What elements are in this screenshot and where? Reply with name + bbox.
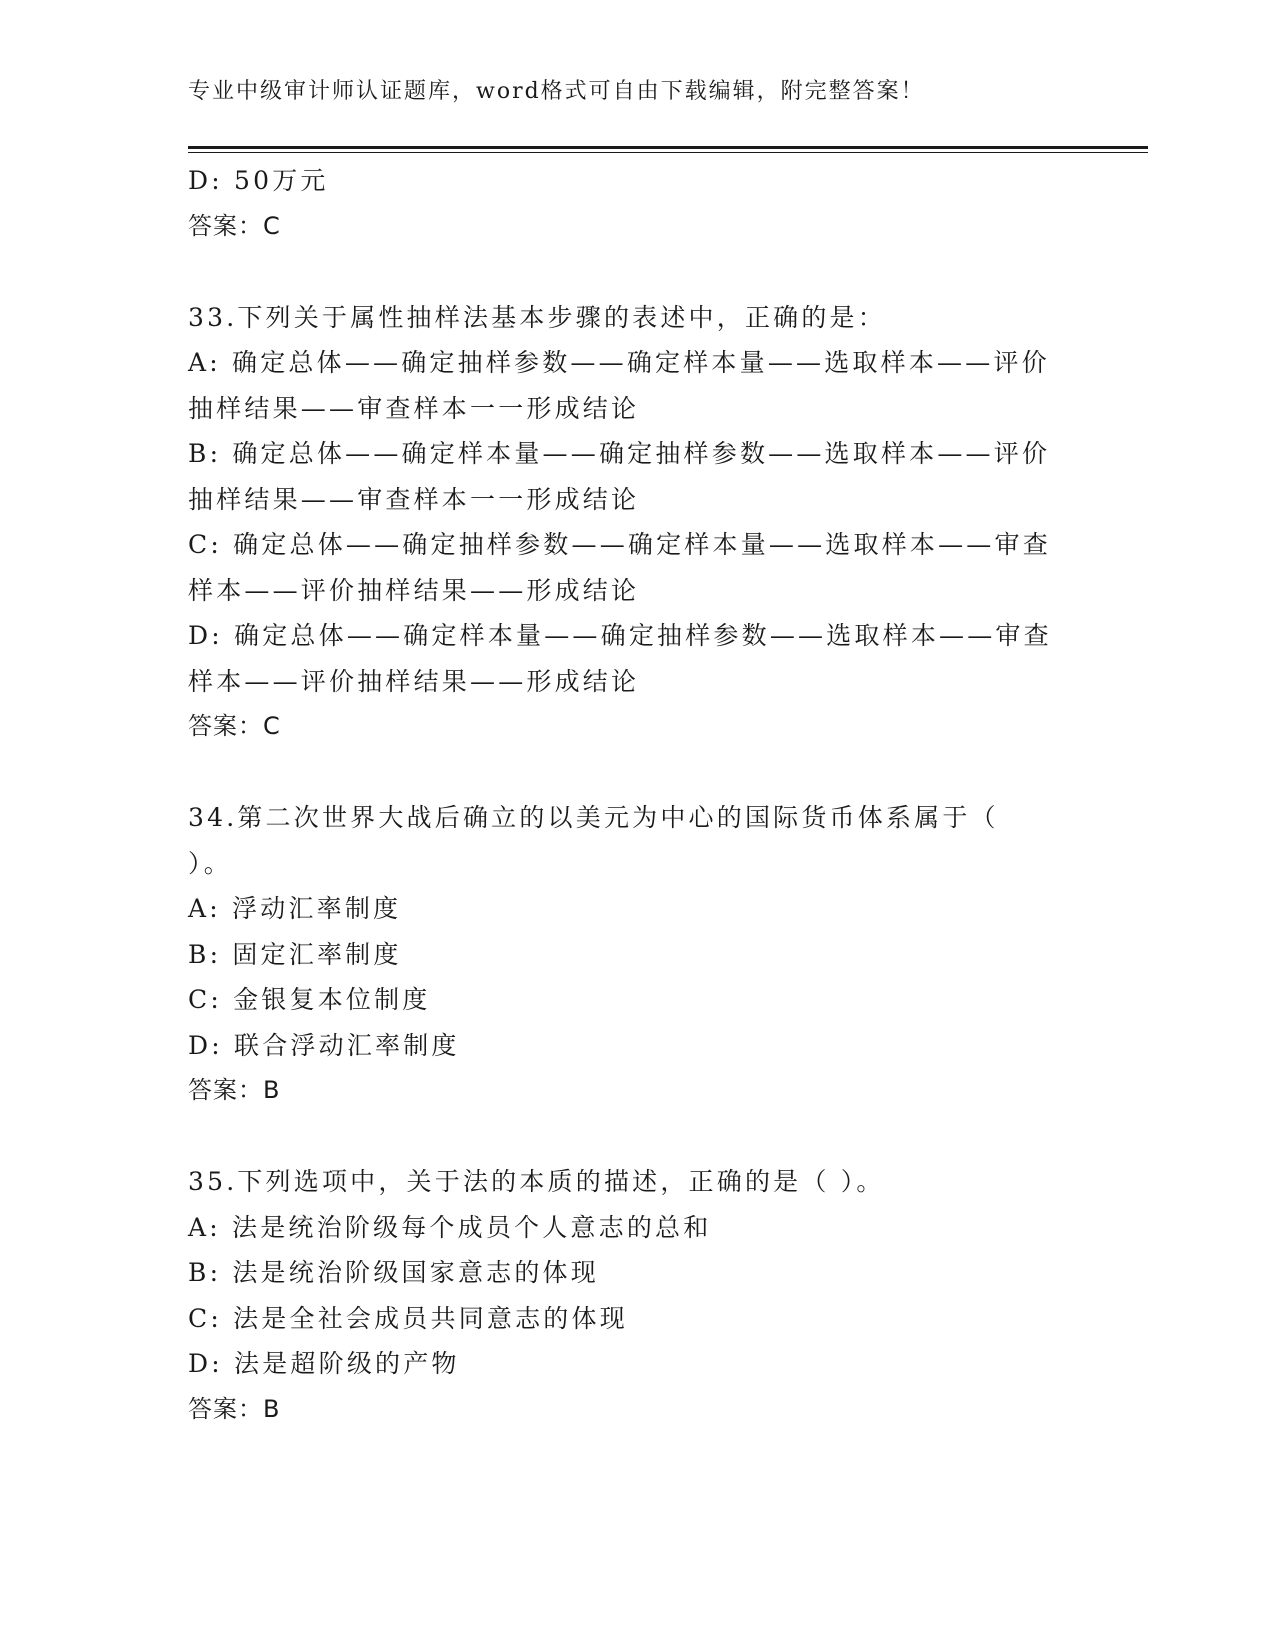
spacer xyxy=(188,1114,1068,1160)
option-c: C: 金银复本位制度 xyxy=(188,985,431,1014)
option-b: B: 固定汇率制度 xyxy=(188,939,402,969)
question-stem: 33.下列关于属性抽样法基本步骤的表述中，正确的是： xyxy=(188,302,886,332)
question-stem: 35.下列选项中，关于法的本质的描述，正确的是（ ）。 xyxy=(188,1167,885,1196)
option-c: C: 法是全社会成员共同意志的体现 xyxy=(188,1303,628,1333)
header-note: 专业中级审计师认证题库，word格式可自由下载编辑，附完整答案！ xyxy=(188,79,925,104)
option-d-continued: 样本——评价抽样结果——形成结论 xyxy=(188,666,640,696)
option-d: D: 法是超阶级的产物 xyxy=(188,1349,460,1378)
answer-line: 答案：C xyxy=(188,211,281,240)
option-b: B: 法是统治阶级国家意志的体现 xyxy=(188,1258,599,1287)
option-a-continued: 抽样结果——审查样本一一形成结论 xyxy=(188,393,640,423)
answer-line: 答案：B xyxy=(188,1394,281,1423)
header-rule-thick xyxy=(188,146,1148,149)
option-a: A: 法是统治阶级每个成员个人意志的总和 xyxy=(188,1212,712,1242)
answer-line: 答案：B xyxy=(188,1076,281,1104)
document-body xyxy=(188,158,1068,1432)
option-d: D: 50万元 xyxy=(188,166,329,195)
question-stem-continued: ）。 xyxy=(188,848,232,878)
option-b-continued: 抽样结果——审查样本一一形成结论 xyxy=(188,484,640,514)
header-rule-thin xyxy=(188,152,1148,153)
spacer xyxy=(188,249,1068,295)
option-d: D: 确定总体——确定样本量——确定抽样参数——选取样本——审查 xyxy=(188,621,1052,650)
option-b: B: 确定总体——确定样本量——确定抽样参数——选取样本——评价 xyxy=(188,439,1051,468)
spacer xyxy=(188,750,1068,796)
option-a: A: 确定总体——确定抽样参数——确定样本量——选取样本——评价 xyxy=(188,348,1050,377)
option-c: C: 确定总体——确定抽样参数——确定样本量——选取样本——审查 xyxy=(188,530,1051,559)
option-a: A: 浮动汇率制度 xyxy=(188,894,402,923)
option-d: D: 联合浮动汇率制度 xyxy=(188,1030,460,1060)
option-c-continued: 样本——评价抽样结果——形成结论 xyxy=(188,575,640,605)
answer-line: 答案：C xyxy=(188,712,281,740)
question-stem: 34.第二次世界大战后确立的以美元为中心的国际货币体系属于（ xyxy=(188,803,999,832)
